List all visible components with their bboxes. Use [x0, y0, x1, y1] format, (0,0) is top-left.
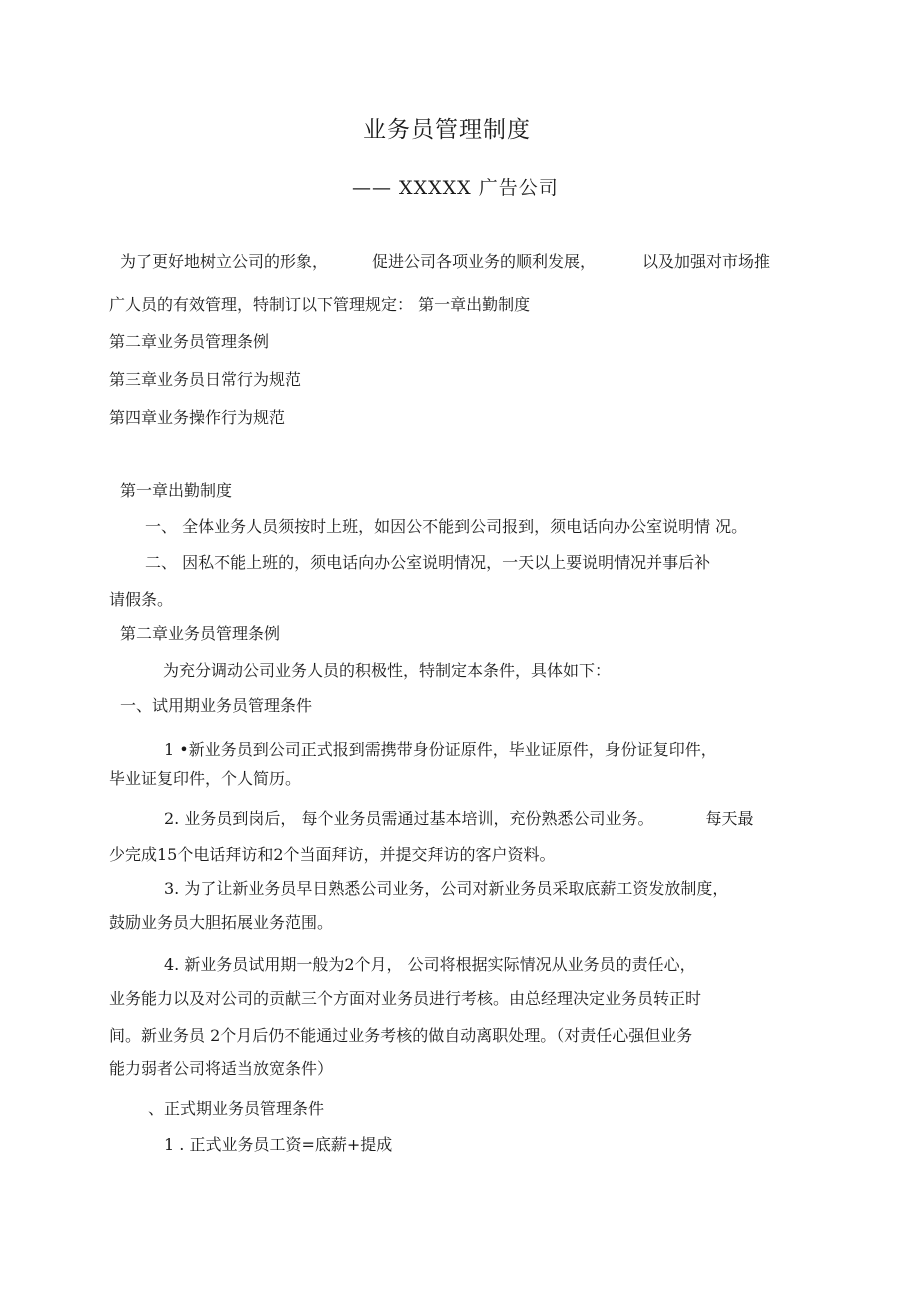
document-title: 业务员管理制度: [363, 117, 531, 143]
toc-item: 第三章业务员日常行为规范: [109, 370, 302, 389]
section1-heading: 一、试用期业务员管理条件: [120, 696, 313, 715]
list-item-2-line: [164, 809, 753, 829]
intro-text-a: 为了更好地树立公司的形象，: [120, 252, 329, 271]
chapter1-item2-cont: 请假条。: [109, 590, 174, 609]
list-item-3-cont: 鼓励业务员大胆拓展业务范围。: [109, 913, 334, 932]
toc-item: 第二章业务员管理条例: [109, 332, 270, 351]
chapter1-heading: 第一章出勤制度: [120, 481, 233, 500]
document-subtitle: —— XXXXX 广告公司: [352, 177, 559, 199]
section2-heading: 、正式期业务员管理条件: [148, 1099, 325, 1118]
list-item-4: 4. 新业务员试用期一般为2个月， 公司将根据实际情况从业务员的责任心，: [164, 955, 696, 974]
list-item-1: 1 •新业务员到公司正式报到需携带身份证原件，毕业证原件，身份证复印件，: [164, 740, 717, 759]
toc-item: 第四章业务操作行为规范: [109, 408, 286, 427]
list-item-2-tail: 每天最: [705, 809, 754, 828]
chapter2-intro: 为充分调动公司业务人员的积极性，特制定本条件，具体如下：: [163, 661, 612, 680]
list-item-4-cont: 间。新业务员 2个月后仍不能通过业务考核的做自动离职处理。（对责任心强但业务: [109, 1026, 693, 1045]
chapter2-heading: 第二章业务员管理条例: [120, 624, 281, 643]
intro-text-b: 促进公司各项业务的顺利发展，: [372, 252, 597, 271]
chapter1-item2: 二、 因私不能上班的，须电话向办公室说明情况，一天以上要说明情况并事后补: [145, 553, 711, 572]
intro-text-c: 以及加强对市场推: [642, 252, 771, 271]
list-item-2-cont: 少完成15个电话拜访和2个当面拜访，并提交拜访的客户资料。: [109, 845, 556, 864]
list-item-3: 3. 为了让新业务员早日熟悉公司业务，公司对新业务员采取底薪工资发放制度，: [164, 879, 729, 898]
section2-item-1: 1 . 正式业务员工资=底薪+提成: [164, 1135, 393, 1154]
list-item-4-cont: 能力弱者公司将适当放宽条件）: [109, 1059, 334, 1078]
chapter1-item1: 一、 全体业务人员须按时上班，如因公不能到公司报到，须电话向办公室说明情 况。: [145, 517, 748, 536]
intro-paragraph-line: [120, 252, 770, 272]
list-item-2-text: 2. 业务员到岗后， 每个业务员需通过基本培训，充份熟悉公司业务。: [164, 809, 654, 828]
list-item-1-cont: 毕业证复印件，个人简历。: [109, 769, 302, 788]
intro-paragraph-cont: 广人员的有效管理，特制订以下管理规定： 第一章出勤制度: [109, 295, 531, 314]
list-item-4-cont: 业务能力以及对公司的贡献三个方面对业务员进行考核。由总经理决定业务员转正时: [109, 989, 702, 1008]
